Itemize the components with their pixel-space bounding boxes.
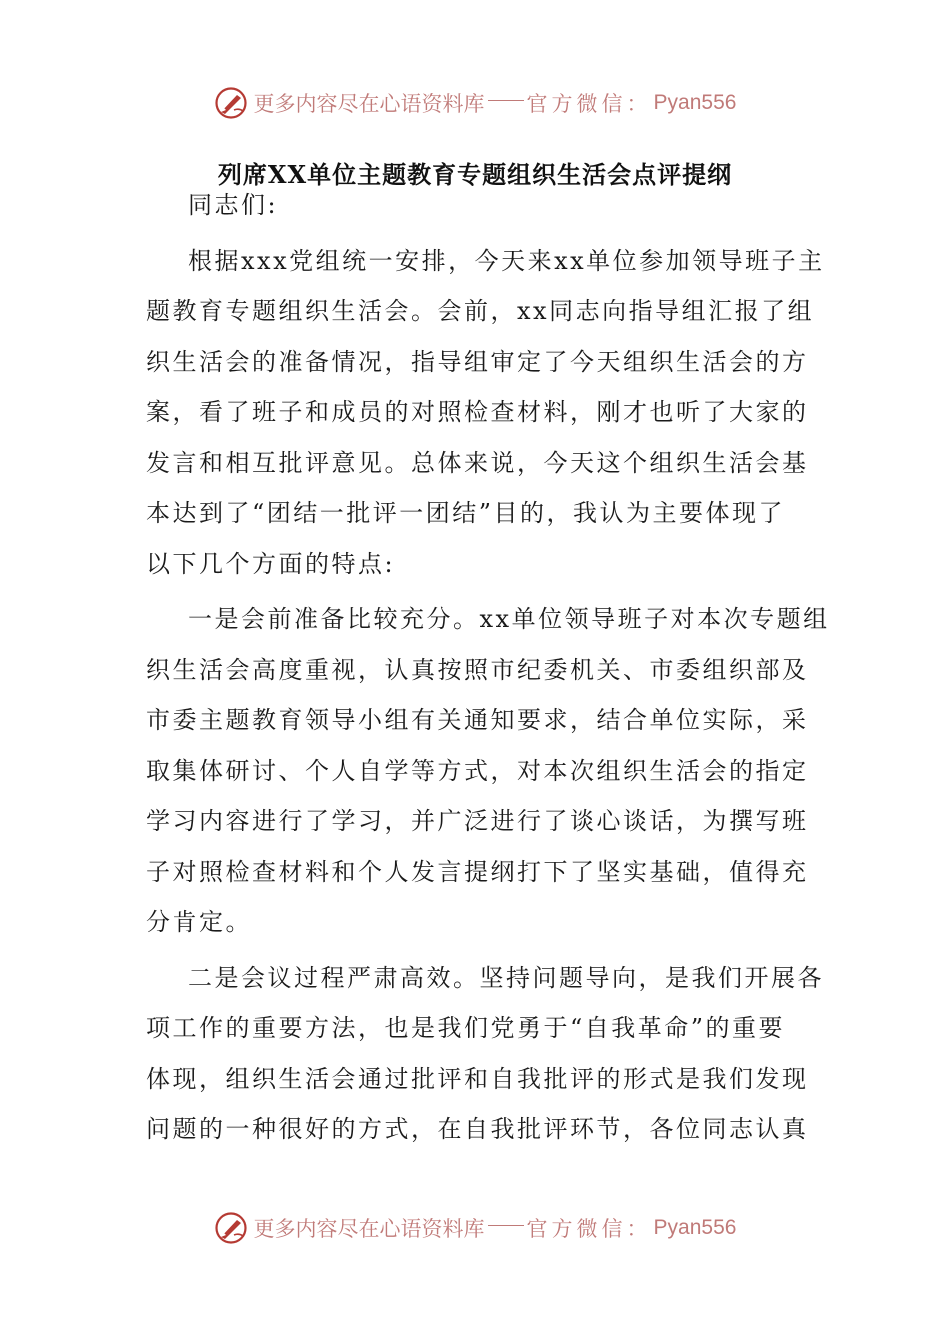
text-line: 根据xxx党组统一安排，今天来xx单位参加领导班子主 <box>188 246 825 275</box>
banner-text: 更多内容尽在心语资料库 <box>253 92 485 116</box>
header-banner <box>0 80 950 126</box>
banner-dash <box>488 1225 524 1226</box>
text-line: 一是会前准备比较充分。xx单位领导班子对本次专题组 <box>188 605 830 633</box>
footer-banner <box>0 1205 950 1251</box>
banner-wechat-id: Pyan556 <box>653 91 737 114</box>
text-line: 问题的一种很好的方式，在自我批评环节，各位同志认真 <box>146 1115 809 1143</box>
document-title: 列席XX单位主题教育专题组织生活会点评提纲 <box>217 160 733 189</box>
text-line: 题教育专题组织生活会。会前，xx同志向指导组汇报了组 <box>146 297 815 325</box>
text-line: 子对照检查材料和个人发言提纲打下了坚实基础，值得充 <box>146 857 809 886</box>
text-line: 案，看了班子和成员的对照检查材料，刚才也听了大家的 <box>146 398 809 426</box>
text-line: 项工作的重要方法，也是我们党勇于“自我革命”的重要 <box>146 1014 786 1042</box>
banner-dash <box>488 100 524 101</box>
banner-label: 官方微信： <box>526 92 652 116</box>
paragraph-1 <box>146 236 825 590</box>
text-line: 以下几个方面的特点: <box>146 549 396 578</box>
text-line: 二是会议过程严肃高效。坚持问题导向，是我们开展各 <box>188 963 824 992</box>
text-line: 本达到了“团结一批评一团结”目的，我认为主要体现了 <box>146 499 786 527</box>
text-line: 分肯定。 <box>146 908 252 936</box>
banner-label: 官方微信： <box>526 1217 652 1241</box>
paragraph-2 <box>146 594 830 948</box>
text-line: 体现，组织生活会通过批评和自我批评的形式是我们发现 <box>146 1064 809 1093</box>
banner-wechat-id: Pyan556 <box>653 1216 737 1239</box>
text-line: 学习内容进行了学习，并广泛进行了谈心谈话，为撰写班 <box>146 807 809 835</box>
banner-text: 更多内容尽在心语资料库 <box>253 1217 485 1241</box>
greeting <box>146 180 811 231</box>
pen-logo-icon <box>214 1211 248 1245</box>
paragraph-3 <box>146 953 824 1155</box>
text-line: 取集体研讨、个人自学等方式，对本次组织生活会的指定 <box>146 756 809 785</box>
document-body <box>146 180 830 1155</box>
text-line: 织生活会高度重视，认真按照市纪委机关、市委组织部及 <box>146 655 809 684</box>
text-line: 市委主题教育领导小组有关通知要求，结合单位实际，采 <box>146 706 809 734</box>
text-line: 发言和相互批评意见。总体来说，今天这个组织生活会基 <box>146 448 809 477</box>
greeting-line: 同志们: <box>188 191 279 219</box>
text-line: 织生活会的准备情况，指导组审定了今天组织生活会的方 <box>146 347 809 376</box>
pen-logo-icon <box>214 86 248 120</box>
